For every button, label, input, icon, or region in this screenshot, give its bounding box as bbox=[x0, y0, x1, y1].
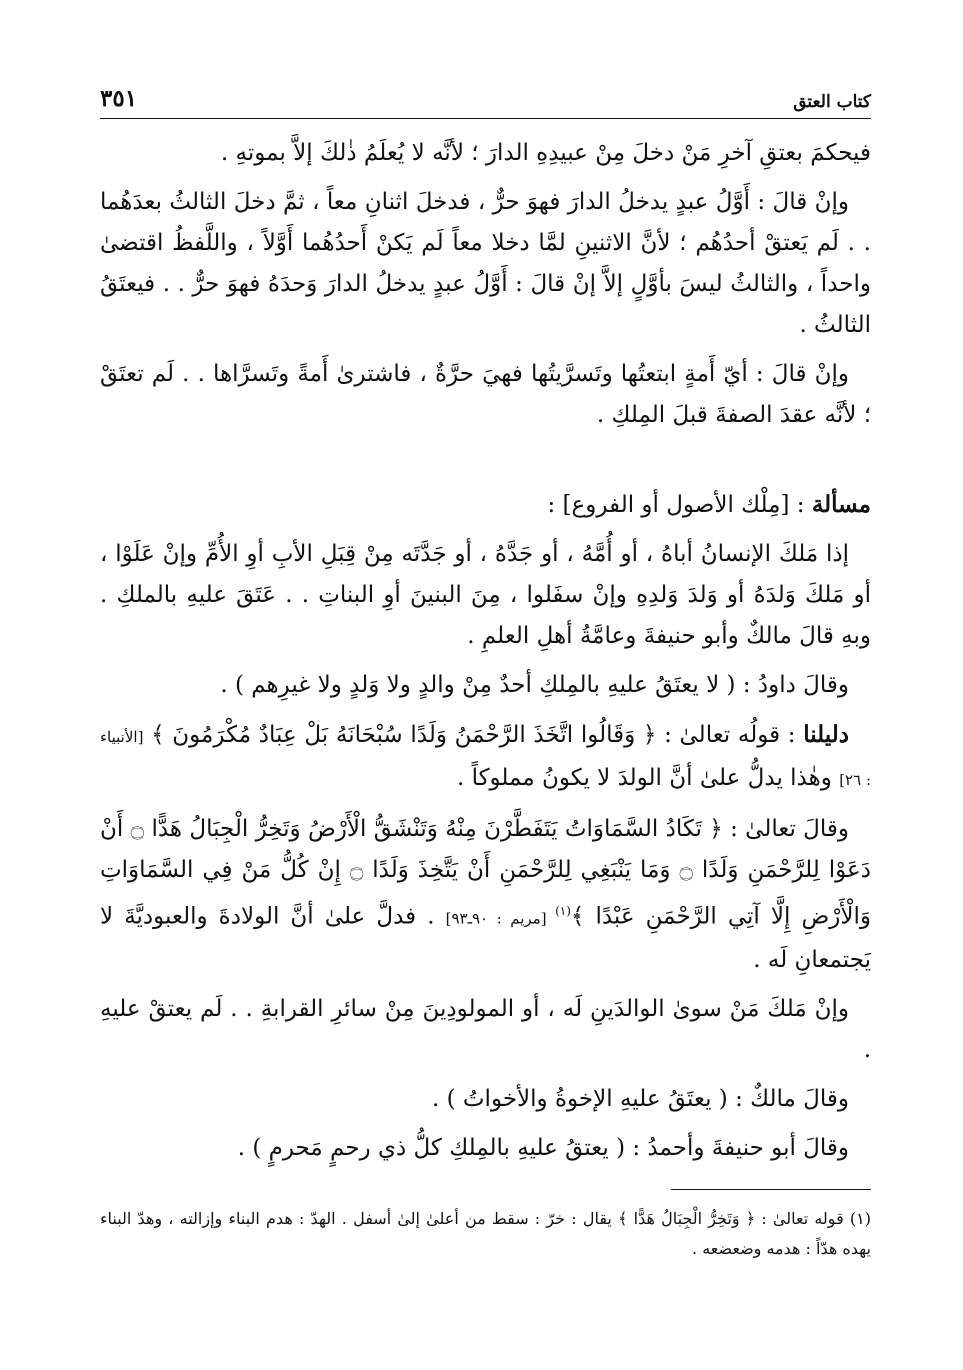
running-header bbox=[100, 80, 871, 119]
verse-conclusion: . فدلَّ علىٰ أنَّ الولادةَ والعبوديَّةَ لا يَجتمعانِ لَه . bbox=[100, 903, 871, 973]
paragraph: وقالَ مالكٌ : ( يعتَقُ عليهِ الإخوةُ والأخواتُ ) . bbox=[432, 1085, 849, 1112]
verse-reference: [مريم : ٩٠ـ٩٣] bbox=[445, 909, 556, 928]
paragraph: وقالَ داودُ : ( لا يعتَقُ عليهِ بالمِلكِ أحدٌ مِنْ والدٍ ولا وَلدٍ ولا غيرِهم ) . bbox=[220, 672, 849, 698]
paragraph: وقالَ أبو حنيفةَ وأحمدُ : ( يعتقُ عليهِ بالمِلكِ كلُّ ذي رحمٍ مَحرمٍ ) . bbox=[237, 1134, 849, 1161]
footnote-number: (١) bbox=[849, 1208, 871, 1228]
quran-verse: : قولُه تعالىٰ : ﴿ وَقَالُوا اتَّخَذَ الرَّحْمَنُ وَلَدًا سُبْحَانَهُ بَلْ عِبَادٌ مُكْرَمُونَ ﴾ bbox=[143, 722, 804, 748]
footnote-marker[interactable]: (١) bbox=[555, 904, 571, 918]
page-number: ٣٥١ bbox=[100, 85, 138, 112]
evidence-label: دليلنا bbox=[803, 721, 849, 748]
paragraph: إذا مَلكَ الإنسانُ أباهُ ، أو أُمَّهُ ، أو جَدَّهُ ، أو جَدَّتَه مِنْ قِبَلِ الأبِ أوِ الأُمِّ وإنْ عَلَوْا ، أو مَلكَ وَلدَهُ أو وَلدَ وَلدِهِ وإنْ سفَلوا ، مِنَ البنينَ أوِ البناتِ . . عَتَقَ عليهِ بالملكِ . وبهِ قالَ مالكٌ وأبو حنيفةَ وعامَّةُ أهلِ العلمِ . bbox=[100, 541, 871, 649]
chapter-title: كتاب العتق bbox=[793, 92, 871, 112]
mas-title: : [مِلْك الأصول أو الفروع] : bbox=[547, 492, 812, 518]
paragraph-verse bbox=[100, 809, 871, 981]
paragraph-evidence bbox=[100, 714, 871, 801]
paragraph: وإنْ قالَ : أَوَّلُ عبدٍ يدخلُ الدارَ فهوَ حرٌّ ، فدخلَ اثنانِ معاً ، ثمَّ دخلَ الثالثُ بعدَهُما . . لَم يَعتقْ أحدُهُم ؛ لأنَّ الاثنينِ لمَّا دخلا معاً لَم يَكنْ أَحدُهُما أَوَّلاً ، واللَّفظُ اقتضىٰ واحداً ، والثالثُ ليسَ بأوَّلٍ إلاَّ إنْ قالَ : أَوَّلُ عبدٍ يدخلُ الدارَ وَحدَهُ فهوَ حرٌّ . . فيعتَقُ الثالثُ . bbox=[100, 189, 871, 338]
mas-label: مسألة bbox=[811, 491, 871, 518]
paragraph: فيحكمَ بعتقِ آخرِ مَنْ دخلَ مِنْ عبيدِهِ الدارَ ؛ لأنَّه لا يُعلَمُ ذٰلكَ إلاَّ بموتهِ . bbox=[220, 140, 871, 166]
verse-reference: [الأنبياء : ٢٦] bbox=[100, 728, 871, 789]
paragraph: وإنْ مَلكَ مَنْ سوىٰ الوالدَينِ لَه ، أو المولودِينَ مِنْ سائرِ القرابةِ . . لَم يعتقْ عليهِ . bbox=[100, 995, 871, 1063]
section-gap bbox=[100, 444, 871, 484]
main-text bbox=[100, 133, 871, 1169]
evidence-text: وهٰذا يدلُّ علىٰ أنَّ الولدَ لا يكونُ مملوكاً . bbox=[456, 765, 840, 791]
footnote bbox=[100, 1204, 871, 1264]
paragraph: وإنْ قالَ : أيّ أَمةٍ ابتعتُها وتَسرَّيتُها فهيَ حرَّةٌ ، فاشترىٰ أَمةً وتَسرَّاها . . لَم تعتَقْ ؛ لأنَّه عقدَ الصفةَ قبلَ المِلكِ . bbox=[100, 361, 871, 428]
footnote-text: قوله تعالىٰ : ﴿ وَتَخِرُّ الْجِبَالُ هَدًّا ﴾ يقال : خرّ : سقط من أعلىٰ إلىٰ أسفل . الهدّ : هدم البناء وإزالته ، وهدّ البناء يهده هدّاً : هدمه وضعضعه . bbox=[100, 1208, 871, 1258]
section-heading bbox=[100, 484, 871, 526]
footnote-divider bbox=[671, 1189, 871, 1190]
quran-verse: وقالَ تعالىٰ : ﴿ تَكَادُ السَّمَاوَاتُ يَتَفَطَّرْنَ مِنْهُ وَتَنْشَقُّ الْأَرْضُ وَتَخِرُّ الْجِبَالُ هَدًّا ۝ أَنْ دَعَوْا لِلرَّحْمَنِ وَلَدًا ۝ وَمَا يَنْبَغِي لِلرَّحْمَنِ أَنْ يَتَّخِذَ وَلَدًا ۝ إِنْ كُلُّ مَنْ فِي السَّمَاوَاتِ وَالْأَرْضِ إِلَّا آتِي الرَّحْمَنِ عَبْدًا ﴾ bbox=[100, 816, 871, 930]
